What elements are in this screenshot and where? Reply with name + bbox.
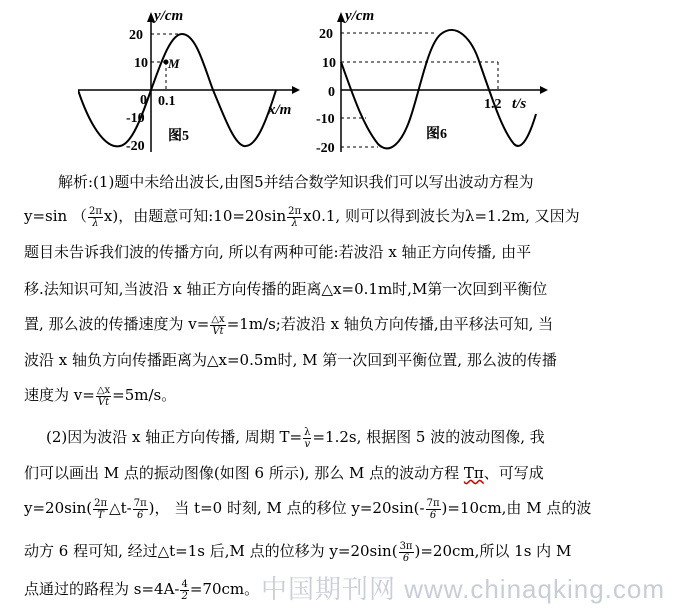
fraction: $\frac{2\pi}{\lambda}$ xyxy=(88,205,102,229)
fig6-y-axis-label: y/cm xyxy=(345,8,375,24)
p2-line-1: (2)因为波沿 x 轴正方向传播, 周期 T= $\frac{\lambda}{v}$ =1.2s, 根据图 5 波的波动图像, 我 xyxy=(46,426,545,450)
fig5-tick-neg20: -20 xyxy=(126,139,145,154)
fig5-tick-20: 20 xyxy=(129,28,143,43)
p1-line-6: 波沿 x 轴负方向传播距离为△x=0.5m时, M 第一次回到平衡位置, 那么波的传播 xyxy=(24,351,557,369)
fig6-tick-20: 20 xyxy=(319,27,333,42)
fraction: $\frac{3\pi}{6}$ xyxy=(399,540,413,564)
site-watermark: 中国期刊网 www.chinaqking.com xyxy=(261,574,665,604)
fig6-tick-0: 0 xyxy=(328,85,335,100)
fig5-x-axis-label: x/m xyxy=(268,102,292,118)
fig6-tick-10: 10 xyxy=(322,56,336,71)
fig5-x-arrow xyxy=(292,86,300,94)
fig6-x-axis-label: t/s xyxy=(512,96,527,112)
fraction: $\frac{\lambda}{v}$ xyxy=(304,426,311,450)
fig6-tick-neg10: -10 xyxy=(316,112,335,127)
fig5-y-axis-label: y/cm xyxy=(154,8,184,24)
fig5-caption: 图5 xyxy=(168,129,189,144)
fraction: $\frac{2\pi}{\lambda}$ xyxy=(288,205,302,229)
fig5-tick-neg10: -10 xyxy=(126,111,145,126)
fig5-tick-10: 10 xyxy=(134,56,148,71)
fig6-tick-neg20: -20 xyxy=(316,141,335,156)
fraction: $\frac{7\pi}{6}$ xyxy=(426,497,440,521)
fig5-tick-0: 0 xyxy=(140,93,147,108)
fraction: $\frac{2\pi}{T}$ xyxy=(94,497,108,521)
p1-line-2: y=sin （ $\frac{2\pi}{\lambda}$ x)，由题意可知:10=20sin $\frac{2\pi}{\lambda}$ x0.1, 则可以得到波长为λ=1.2m, 又因为 xyxy=(24,205,580,229)
fig6-x-arrow xyxy=(540,86,548,94)
fraction: $\frac{7\pi}{6}$ xyxy=(133,497,147,521)
fraction: $\frac{4}{2}$ xyxy=(181,578,188,602)
wavy-underlined-term: Tπ xyxy=(463,464,484,482)
p1-line-7: 速度为 v= $\frac{\triangle x}{Vt}$ =5m/s。 xyxy=(24,384,177,408)
fig6-tick-t12: 1.2 xyxy=(484,97,502,112)
p1-line-5: 置, 那么波的传播速度为 v= $\frac{\triangle x}{Vt}$ =1m/s;若波沿 x 轴负方向传播,由平移法可知, 当 xyxy=(24,313,554,337)
figure-5-wave-graph xyxy=(78,4,308,156)
p1-line-1: 解析:(1)题中未给出波长,由图5并结合数学知识我们可以写出波动方程为 xyxy=(58,173,534,191)
p2-line-5: 点通过的路程为 s=4A- $\frac{4}{2}$ =70cm。 xyxy=(24,578,260,602)
fig5-point-label: M xyxy=(168,56,180,71)
fig5-tick-x01: 0.1 xyxy=(158,94,176,109)
p2-line-3: y=20sin( $\frac{2\pi}{T}$ △t- $\frac{7\pi}{6}$ )， 当 t=0 时刻, M 点的移位 y=20sin(- $\frac{7\pi}{6}$ )=10cm,由 M 点的波 xyxy=(24,497,592,521)
p1-line-4: 移.法知识可知,当波沿 x 轴正方向传播的距离△x=0.1m时,M第一次回到平衡位 xyxy=(24,280,548,298)
p2-line-2: 们可以画出 M 点的振动图像(如图 6 所示), 那么 M 点的波动方程 Tπ、可写成 xyxy=(24,464,544,482)
fraction: $\frac{\triangle x}{Vt}$ xyxy=(96,384,111,408)
fraction: $\frac{\triangle x}{Vt}$ xyxy=(211,313,225,337)
p2-line-4: 动方 6 程可知, 经过△t=1s 后,M 点的位移为 y=20sin( $\frac{3\pi}{6}$ )=20cm,所以 1s 内 M xyxy=(24,540,572,564)
figure-6-vibration-graph xyxy=(316,4,556,156)
fig6-caption: 图6 xyxy=(426,127,447,142)
p1-line-3: 题目未告诉我们波的传播方向, 所以有两种可能:若波沿 x 轴正方向传播, 由平 xyxy=(24,243,532,261)
fig6-y-arrow xyxy=(337,12,345,22)
